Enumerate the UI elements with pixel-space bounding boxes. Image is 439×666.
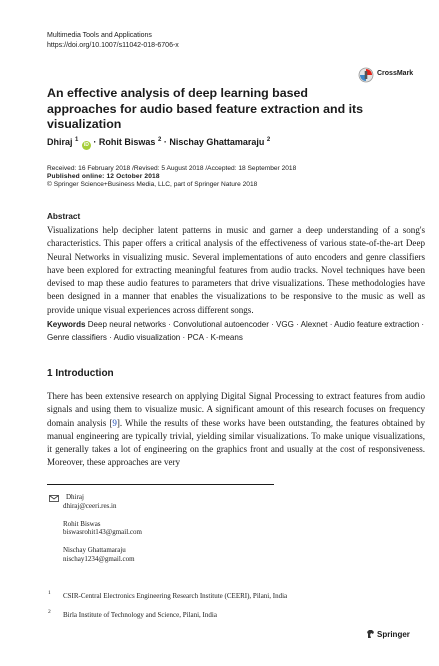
introduction-body bbox=[47, 390, 425, 470]
envelope-icon bbox=[49, 495, 59, 502]
section-heading: 1 Introduction bbox=[47, 368, 114, 379]
publisher-name: Springer bbox=[377, 630, 410, 639]
published-date: Published online: 12 October 2018 bbox=[47, 173, 160, 181]
doi-link[interactable]: https://doi.org/10.1007/s11042-018-6706-x bbox=[47, 41, 179, 49]
publisher-logo bbox=[366, 629, 410, 639]
contact-entry bbox=[63, 546, 142, 563]
affiliation-text: Birla Institute of Technology and Science, Pilani, India bbox=[63, 611, 217, 619]
introduction-text: ]. While the results of these works have been outstanding, the features obtained by manual engineering are typically trivial, yielding similar visualizations. To make unique visualizations, it generally takes a lot of engineering on the graphics front and usually at the cost of responsiveness. Moreover, these approaches are very bbox=[47, 417, 425, 468]
orcid-icon[interactable]: iD bbox=[83, 142, 89, 148]
affiliation-number: 2 bbox=[48, 609, 51, 615]
author-separator: · bbox=[93, 137, 97, 147]
contact-email[interactable]: nischay1234@gmail.com bbox=[63, 554, 135, 563]
author-list bbox=[47, 137, 270, 150]
affiliation-text: CSIR-Central Electronics Engineering Research Institute (CEERI), Pilani, India bbox=[63, 592, 288, 600]
contact-email[interactable]: biswasrohit143@gmail.com bbox=[63, 528, 142, 536]
paper-title: An effective analysis of deep learning based approaches for audio based feature extraction and its visualization bbox=[47, 86, 364, 131]
citation-link[interactable]: 9 bbox=[112, 417, 117, 428]
copyright-notice: © Springer Science+Business Media, LLC, part of Springer Nature 2018 bbox=[47, 181, 258, 189]
contact-name: Dhiraj bbox=[66, 493, 84, 501]
contact-entry bbox=[63, 493, 142, 510]
keywords-block bbox=[47, 318, 425, 344]
author-affiliation-mark: 1 bbox=[75, 137, 79, 143]
received-dates: Received: 16 February 2018 /Revised: 5 August 2018 /Accepted: 18 September 2018 bbox=[47, 165, 297, 172]
author-name[interactable]: Rohit Biswas bbox=[98, 137, 156, 147]
contact-entry bbox=[63, 520, 142, 537]
article-history bbox=[47, 165, 296, 190]
journal-name: Multimedia Tools and Applications bbox=[47, 32, 152, 39]
introduction-text: There has been extensive research on applying Digital Signal Processing to extract features from audio signals and using them to visualize music. A significant amount of this research focuses on frequency domain analysis [ bbox=[47, 391, 425, 428]
author-affiliation-mark: 2 bbox=[157, 137, 162, 143]
abstract-heading: Abstract bbox=[47, 212, 81, 221]
crossmark-badge[interactable] bbox=[358, 67, 422, 83]
journal-header bbox=[47, 31, 179, 50]
crossmark-label: CrossMark bbox=[377, 70, 414, 77]
springer-horse-icon bbox=[366, 629, 375, 639]
affiliation-number: 1 bbox=[48, 590, 51, 596]
author-separator: · bbox=[163, 137, 167, 147]
keywords-list: Deep neural networks · Convolutional autoencoder · VGG · Alexnet · Audio feature extraction · Genre classifiers · Audio visualization · PCA · K-means bbox=[47, 320, 425, 342]
author-name[interactable]: Nischay Ghattamaraju bbox=[169, 137, 265, 147]
contact-name: Nischay Ghattamaraju bbox=[63, 546, 126, 554]
author-name[interactable]: Dhiraj bbox=[47, 137, 73, 147]
crossmark-icon bbox=[358, 67, 374, 83]
author-affiliation-mark: 2 bbox=[266, 137, 271, 143]
contact-name: Rohit Biswas bbox=[63, 519, 101, 528]
abstract-body: Visualizations help decipher latent patterns in music and garner a deep understanding of a song's characteristics. This paper offers a critical analysis of the effectiveness of various state-of-the-art Deep Neural Networks in visualizing music. Several implementations of auto encoders and genre classifiers have been explored for extracting meaningful features from audio tracks. Novel techniques have been devised to map these audio features to parameters that drive visualizations. These methodologies have been designed in a manner that enables the visualizations to be responsive to the music as well as provide unique visual experiences across different songs. bbox=[47, 225, 425, 315]
keywords-label: Keywords bbox=[47, 320, 86, 329]
contact-email[interactable]: dhiraj@ceeri.res.in bbox=[63, 501, 117, 510]
corresponding-contacts bbox=[63, 493, 142, 573]
footnote-divider bbox=[47, 484, 274, 485]
